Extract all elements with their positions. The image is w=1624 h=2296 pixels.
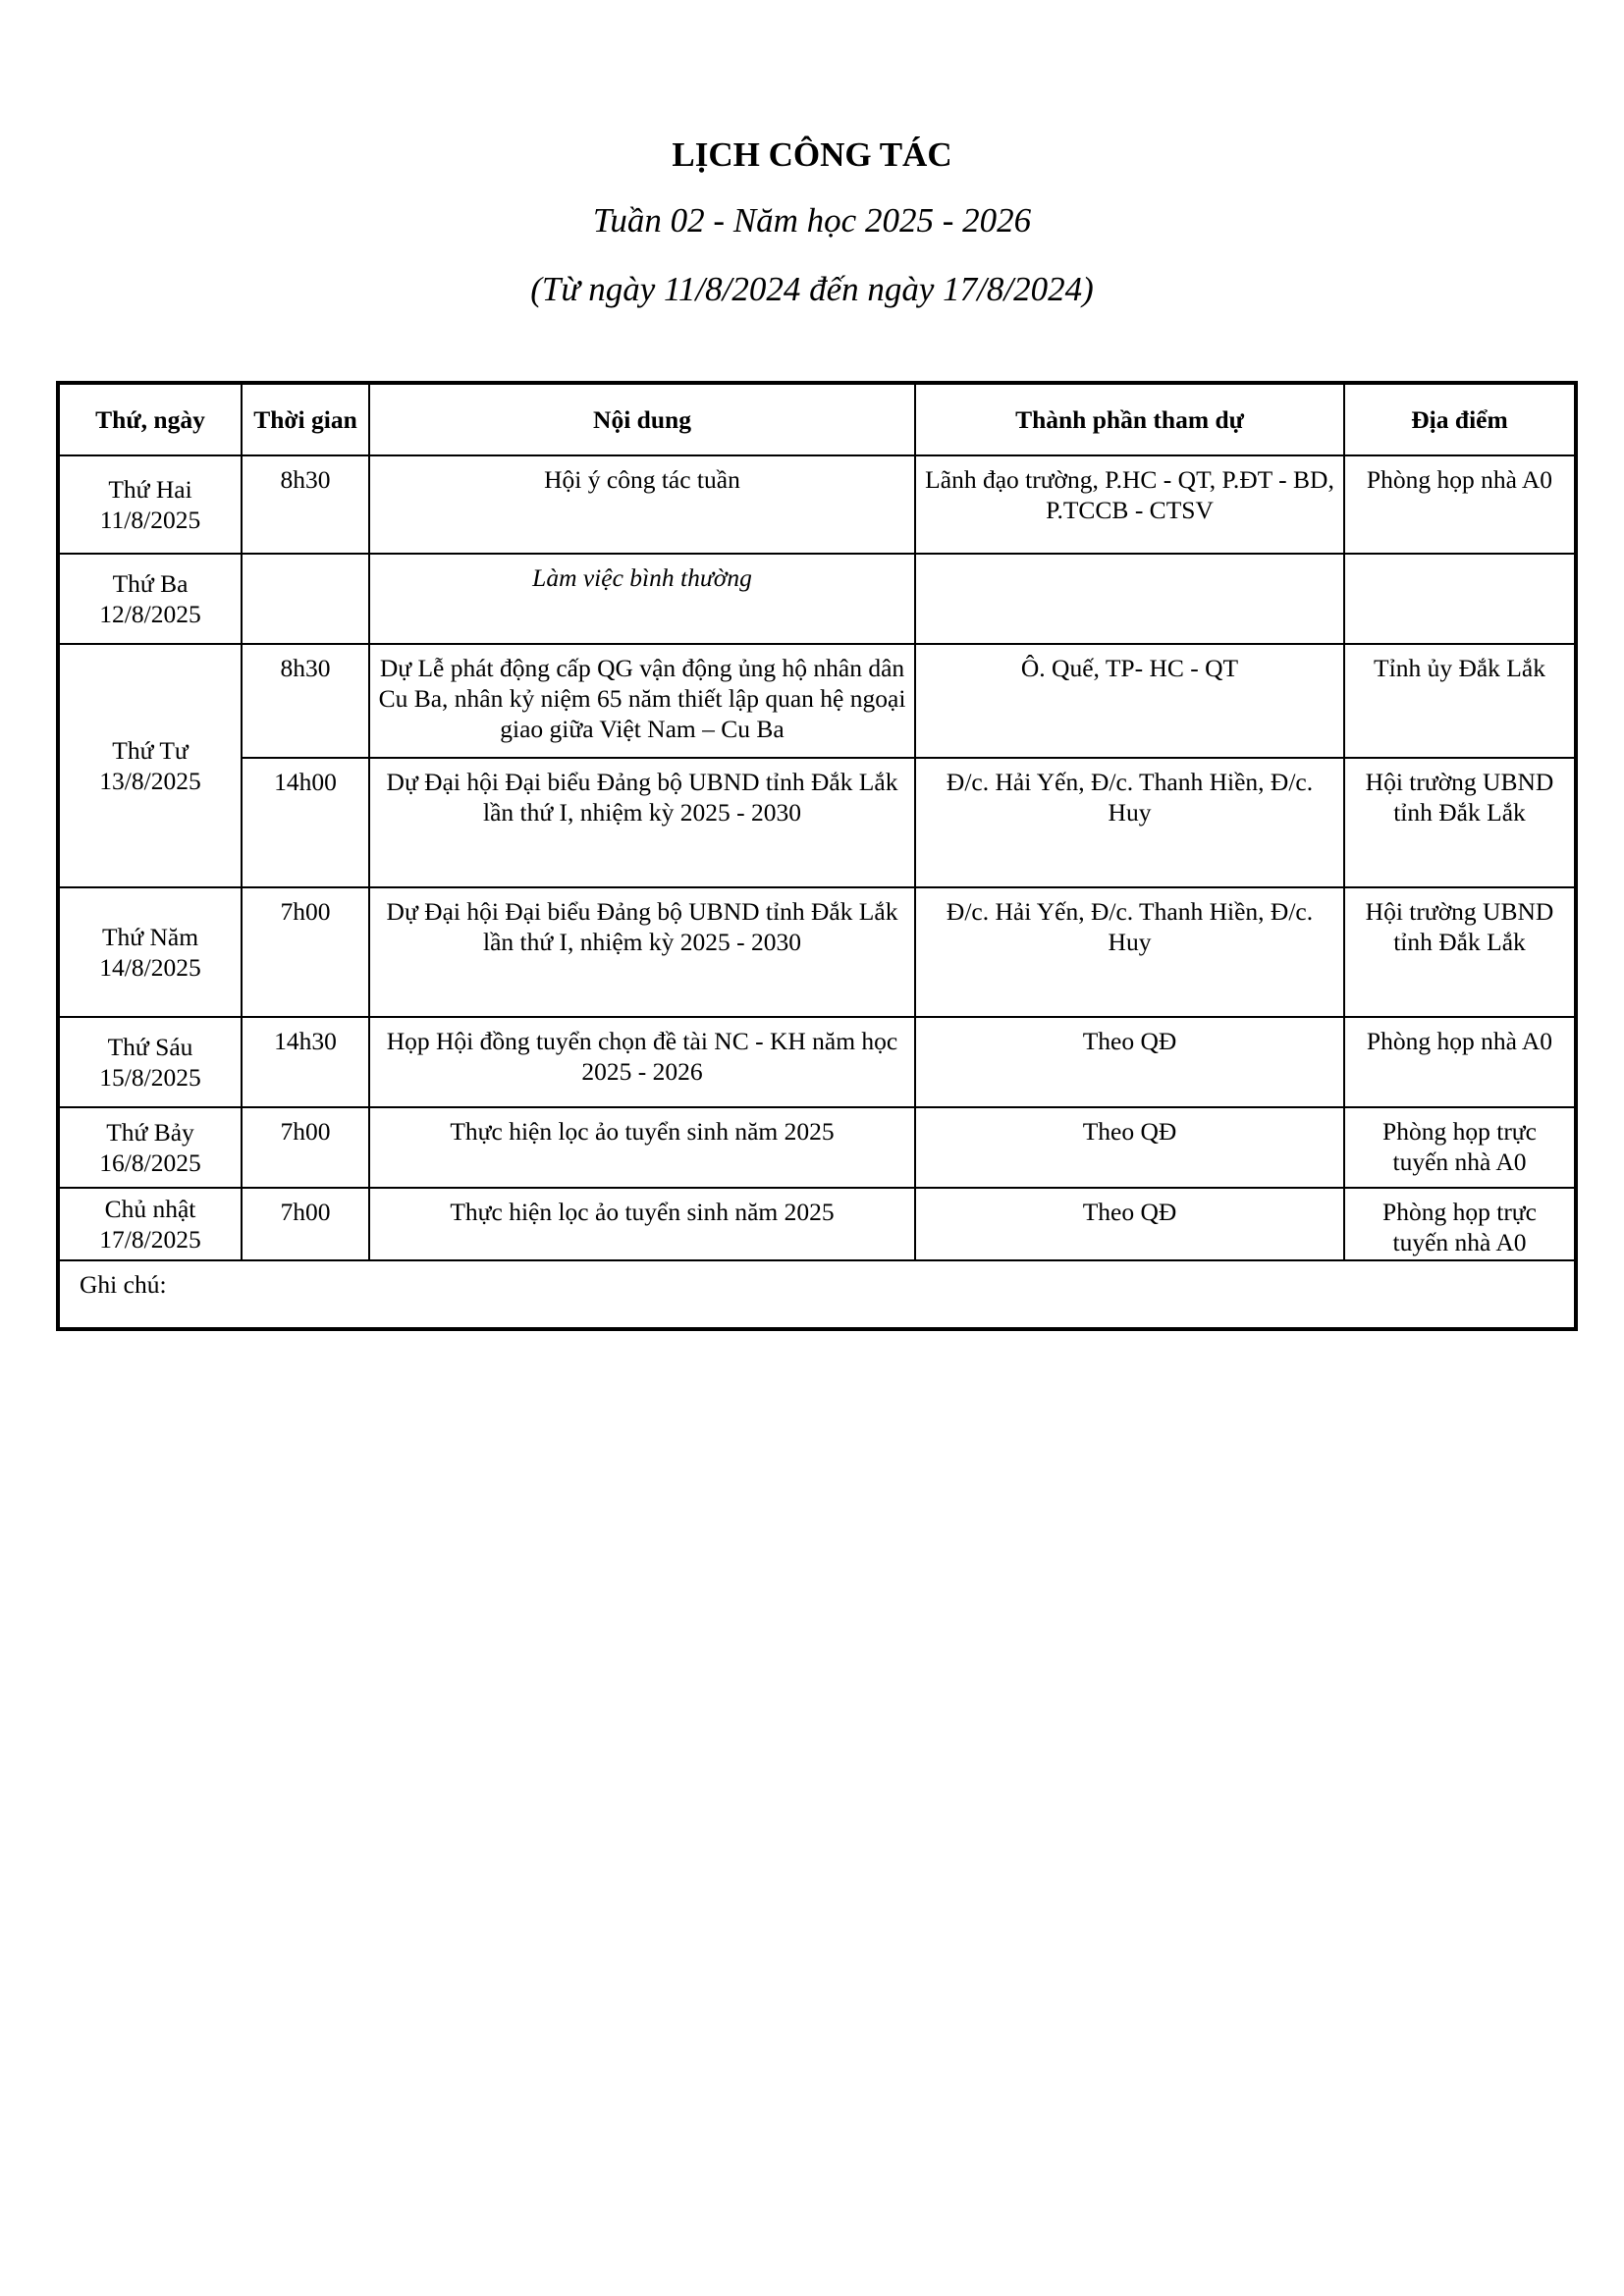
day-date: 15/8/2025 — [99, 1063, 201, 1092]
participants-cell: Theo QĐ — [915, 1107, 1344, 1188]
note-row — [58, 1260, 1576, 1329]
participants-cell: Theo QĐ — [915, 1017, 1344, 1107]
day-date: 11/8/2025 — [99, 506, 201, 534]
content-cell: Thực hiện lọc ảo tuyển sinh năm 2025 — [369, 1107, 915, 1188]
time-cell: 7h00 — [242, 1188, 369, 1260]
table-row — [58, 1017, 1576, 1107]
time-cell: 14h30 — [242, 1017, 369, 1107]
day-cell — [58, 887, 242, 1017]
participants-cell: Lãnh đạo trường, P.HC - QT, P.ĐT - BD, P.TCCB - CTSV — [915, 455, 1344, 554]
location-cell: Phòng họp nhà A0 — [1344, 1017, 1576, 1107]
participants-cell: Đ/c. Hải Yến, Đ/c. Thanh Hiền, Đ/c. Huy — [915, 887, 1344, 1017]
participants-cell: Theo QĐ — [915, 1188, 1344, 1260]
location-cell: Phòng họp trực tuyến nhà A0 — [1344, 1107, 1576, 1188]
content-cell: Họp Hội đồng tuyển chọn đề tài NC - KH năm học 2025 - 2026 — [369, 1017, 915, 1107]
location-cell: Hội trường UBND tỉnh Đắk Lắk — [1344, 758, 1576, 887]
content-cell: Làm việc bình thường — [369, 554, 915, 644]
content-cell: Hội ý công tác tuần — [369, 455, 915, 554]
table-row — [58, 455, 1576, 554]
participants-cell: Ô. Quế, TP- HC - QT — [915, 644, 1344, 758]
time-cell: 7h00 — [242, 1107, 369, 1188]
time-cell: 14h00 — [242, 758, 369, 887]
day-date: 16/8/2025 — [99, 1148, 201, 1177]
location-cell: Phòng họp nhà A0 — [1344, 455, 1576, 554]
table-row — [58, 554, 1576, 644]
day-date: 12/8/2025 — [99, 600, 201, 628]
day-cell — [58, 1188, 242, 1260]
time-cell: 8h30 — [242, 644, 369, 758]
week-subtitle: Tuần 02 - Năm học 2025 - 2026 — [592, 201, 1032, 240]
day-date: 13/8/2025 — [99, 767, 201, 795]
day-name: Thứ Ba — [112, 569, 189, 598]
day-cell — [58, 554, 242, 644]
day-name: Thứ Bảy — [106, 1118, 194, 1147]
location-cell — [1344, 554, 1576, 644]
day-date: 17/8/2025 — [99, 1225, 201, 1254]
column-header-time: Thời gian — [242, 383, 369, 455]
column-header-location: Địa điểm — [1344, 383, 1576, 455]
content-cell: Dự Đại hội Đại biểu Đảng bộ UBND tỉnh Đắk Lắk lần thứ I, nhiệm kỳ 2025 - 2030 — [369, 758, 915, 887]
day-cell — [58, 644, 242, 887]
day-name: Thứ Sáu — [107, 1033, 193, 1061]
schedule-table — [56, 381, 1578, 1331]
day-name: Chủ nhật — [104, 1195, 196, 1223]
header-row — [58, 383, 1576, 455]
table-row — [58, 644, 1576, 758]
day-name: Thứ Hai — [108, 475, 192, 504]
time-cell: 7h00 — [242, 887, 369, 1017]
day-date: 14/8/2025 — [99, 953, 201, 982]
participants-cell: Đ/c. Hải Yến, Đ/c. Thanh Hiền, Đ/c. Huy — [915, 758, 1344, 887]
note-cell: Ghi chú: — [58, 1260, 1576, 1329]
table-row — [58, 887, 1576, 1017]
content-cell: Dự Đại hội Đại biểu Đảng bộ UBND tỉnh Đắk Lắk lần thứ I, nhiệm kỳ 2025 - 2030 — [369, 887, 915, 1017]
location-cell: Phòng họp trực tuyến nhà A0 — [1344, 1188, 1576, 1260]
day-name: Thứ Tư — [112, 736, 189, 765]
column-header-participants: Thành phần tham dự — [915, 383, 1344, 455]
content-cell: Dự Lễ phát động cấp QG vận động ủng hộ nhân dân Cu Ba, nhân kỷ niệm 65 năm thiết lập quan hệ ngoại giao giữa Việt Nam – Cu Ba — [369, 644, 915, 758]
participants-cell — [915, 554, 1344, 644]
time-cell: 8h30 — [242, 455, 369, 554]
content-cell: Thực hiện lọc ảo tuyển sinh năm 2025 — [369, 1188, 915, 1260]
page-title: LỊCH CÔNG TÁC — [672, 135, 952, 174]
location-cell: Tỉnh ủy Đắk Lắk — [1344, 644, 1576, 758]
day-cell — [58, 1107, 242, 1188]
day-cell — [58, 455, 242, 554]
date-range: (Từ ngày 11/8/2024 đến ngày 17/8/2024) — [530, 270, 1094, 308]
column-header-day: Thứ, ngày — [58, 383, 242, 455]
table-row — [58, 758, 1576, 887]
table-row — [58, 1107, 1576, 1188]
day-cell — [58, 1017, 242, 1107]
column-header-content: Nội dung — [369, 383, 915, 455]
day-name: Thứ Năm — [101, 923, 199, 951]
location-cell: Hội trường UBND tỉnh Đắk Lắk — [1344, 887, 1576, 1017]
table-row — [58, 1188, 1576, 1260]
time-cell — [242, 554, 369, 644]
